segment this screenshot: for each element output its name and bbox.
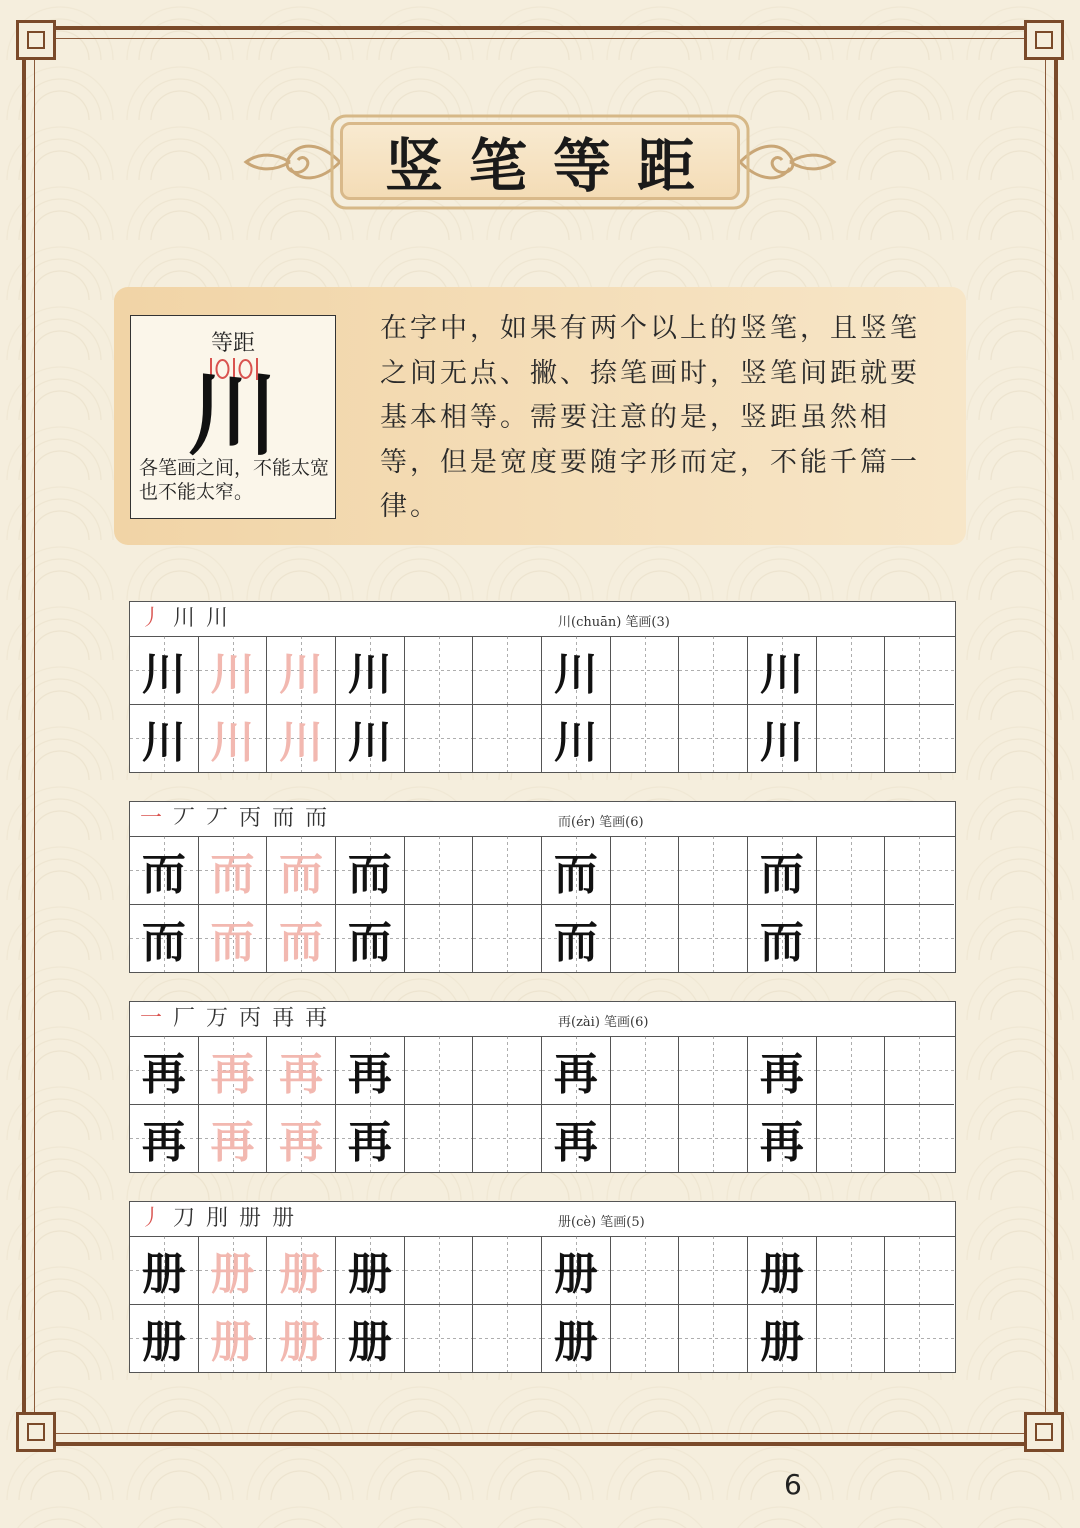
sample-cell [748,636,817,704]
stroke-order [140,804,329,834]
sample-glyph: 册 [553,1317,598,1368]
trace-cell [267,704,336,772]
trace-glyph: 册 [210,1249,255,1300]
sample-cell [336,1104,405,1172]
blank-cell[interactable] [885,704,954,772]
blank-cell[interactable] [473,1104,542,1172]
trace-glyph: 再 [210,1117,255,1168]
practice-sheet [129,601,956,773]
page-title: 竖笔等距 [384,132,721,200]
trace-cell [267,1104,336,1172]
trace-glyph: 再 [279,1117,324,1168]
stroke-step: 一 [140,1006,165,1031]
corner-ornament [16,1412,56,1452]
trace-glyph: 册 [210,1317,255,1368]
example-card [130,315,336,519]
sample-glyph: 而 [553,917,598,968]
blank-cell[interactable] [473,1036,542,1104]
sample-cell [130,904,199,972]
blank-cell[interactable] [885,836,954,904]
trace-cell [199,1104,268,1172]
sample-glyph: 再 [141,1117,186,1168]
sample-cell [336,1304,405,1372]
trace-cell [199,904,268,972]
page-number: 6 [784,1468,802,1501]
trace-glyph: 而 [279,917,324,968]
sample-cell [336,636,405,704]
stroke-step: 厂 [173,1006,198,1031]
sample-cell [130,704,199,772]
sample-cell [542,636,611,704]
blank-cell[interactable] [885,1036,954,1104]
blank-cell[interactable] [679,904,748,972]
blank-cell[interactable] [817,836,886,904]
blank-cell[interactable] [817,636,886,704]
sample-glyph: 而 [759,849,804,900]
stroke-step: 一 [140,806,165,831]
corner-ornament [1024,20,1064,60]
blank-cell[interactable] [679,704,748,772]
sample-glyph: 川 [553,649,598,700]
sample-cell [748,836,817,904]
sample-glyph: 册 [553,1249,598,1300]
sample-cell [130,1304,199,1372]
blank-cell[interactable] [611,704,680,772]
blank-cell[interactable] [611,836,680,904]
description-text: 在字中，如果有两个以上的竖笔，且竖笔之间无点、撇、捺笔画时，竖笔间距就要基本相等。需要注意的是，竖距虽然相等，但是宽度要随字形而定，不能千篇一律。 [380,313,920,522]
trace-glyph: 而 [210,917,255,968]
sheet-header [130,1002,955,1037]
trace-cell [199,1236,268,1304]
sample-glyph: 川 [553,717,598,768]
sample-cell [748,1036,817,1104]
stroke-step: 丙 [239,1006,264,1031]
writing-grid [130,1236,954,1372]
sample-cell [130,636,199,704]
sample-glyph: 再 [347,1117,392,1168]
blank-cell[interactable] [473,636,542,704]
sample-glyph: 册 [347,1249,392,1300]
stroke-step: 而 [305,806,330,831]
stroke-step: 册 [272,1206,297,1231]
stroke-step: 刖 [206,1206,231,1231]
sample-cell [542,904,611,972]
stroke-step: 册 [239,1206,264,1231]
sheet-info: 册(cè) 笔画(5) [558,1215,645,1230]
trace-glyph: 川 [210,649,255,700]
blank-cell[interactable] [679,636,748,704]
sample-cell [336,836,405,904]
blank-cell[interactable] [679,1236,748,1304]
title-box [340,122,740,200]
sample-glyph: 而 [553,849,598,900]
trace-glyph: 川 [210,717,255,768]
blank-cell[interactable] [817,1236,886,1304]
practice-sheet [129,801,956,973]
sheet-info: 再(zài) 笔画(6) [558,1015,649,1030]
row-divider [130,904,954,905]
sheet-info: 而(ér) 笔画(6) [558,815,644,830]
trace-glyph: 册 [279,1317,324,1368]
sample-glyph: 而 [141,917,186,968]
sample-cell [336,704,405,772]
stroke-order [140,1204,296,1234]
sample-cell [542,836,611,904]
blank-cell[interactable] [405,1104,474,1172]
sheet-header [130,602,955,637]
sample-glyph: 而 [141,849,186,900]
blank-cell[interactable] [405,836,474,904]
blank-cell[interactable] [611,1236,680,1304]
blank-cell[interactable] [405,1036,474,1104]
sample-cell [748,704,817,772]
sample-glyph: 川 [759,649,804,700]
sample-glyph: 册 [141,1317,186,1368]
stroke-step: 川 [206,606,231,631]
blank-cell[interactable] [473,904,542,972]
blank-cell[interactable] [679,1304,748,1372]
blank-cell[interactable] [885,636,954,704]
sample-glyph: 再 [759,1049,804,1100]
sheet-info: 川(chuān) 笔画(3) [558,615,670,630]
stroke-step: 再 [305,1006,330,1031]
sheet-header [130,1202,955,1237]
sample-cell [130,1104,199,1172]
trace-cell [267,1304,336,1372]
stroke-step: 丿 [140,1206,165,1231]
trace-cell [267,636,336,704]
stroke-step: 万 [206,1006,231,1031]
example-note: 各笔画之间，不能太宽也不能太窄。 [139,457,330,503]
sheet-header [130,802,955,837]
blank-cell[interactable] [611,1036,680,1104]
trace-glyph: 川 [279,649,324,700]
sample-cell [542,1304,611,1372]
example-char: 川 [188,362,278,468]
sample-glyph: 而 [347,849,392,900]
blank-cell[interactable] [817,1104,886,1172]
title-banner [240,112,840,212]
sample-cell [748,1236,817,1304]
stroke-step: 丙 [239,806,264,831]
blank-cell[interactable] [405,1304,474,1372]
stroke-order [140,604,230,634]
sample-cell [542,1036,611,1104]
blank-cell[interactable] [611,636,680,704]
sample-glyph: 川 [347,717,392,768]
sample-cell [748,1104,817,1172]
intro-panel [114,287,966,545]
row-divider [130,1304,954,1305]
sample-cell [542,1104,611,1172]
sample-glyph: 再 [553,1117,598,1168]
corner-ornament [1024,1412,1064,1452]
row-divider [130,1104,954,1105]
blank-cell[interactable] [405,904,474,972]
stroke-step: 川 [173,606,198,631]
stroke-step: 丆 [173,806,198,831]
trace-glyph: 而 [210,849,255,900]
sample-glyph: 川 [141,717,186,768]
trace-glyph: 再 [210,1049,255,1100]
writing-grid [130,1036,954,1172]
sample-cell [336,1036,405,1104]
blank-cell[interactable] [405,1236,474,1304]
sample-glyph: 川 [347,649,392,700]
sample-glyph: 而 [759,917,804,968]
row-divider [130,704,954,705]
sample-cell [130,1036,199,1104]
sample-cell [336,1236,405,1304]
trace-glyph: 册 [279,1249,324,1300]
trace-cell [267,1236,336,1304]
trace-glyph: 川 [279,717,324,768]
blank-cell[interactable] [679,836,748,904]
stroke-order [140,1004,329,1034]
blank-cell[interactable] [885,1304,954,1372]
writing-grid [130,636,954,772]
sample-glyph: 川 [141,649,186,700]
blank-cell[interactable] [611,1104,680,1172]
blank-cell[interactable] [679,1104,748,1172]
stroke-step: 丿 [140,606,165,631]
trace-cell [267,836,336,904]
blank-cell[interactable] [817,1304,886,1372]
example-label: 等距 [210,331,255,356]
blank-cell[interactable] [473,1304,542,1372]
sample-glyph: 册 [347,1317,392,1368]
blank-cell[interactable] [405,636,474,704]
blank-cell[interactable] [885,1236,954,1304]
trace-glyph: 再 [279,1049,324,1100]
blank-cell[interactable] [679,1036,748,1104]
sample-glyph: 川 [759,717,804,768]
blank-cell[interactable] [611,904,680,972]
blank-cell[interactable] [473,1236,542,1304]
sample-cell [130,836,199,904]
trace-cell [267,904,336,972]
trace-cell [267,1036,336,1104]
sample-cell [336,904,405,972]
blank-cell[interactable] [817,1036,886,1104]
trace-cell [199,1036,268,1104]
blank-cell[interactable] [885,904,954,972]
sample-glyph: 再 [347,1049,392,1100]
sample-glyph: 而 [347,917,392,968]
sample-glyph: 再 [141,1049,186,1100]
stroke-step: 刀 [173,1206,198,1231]
sample-glyph: 册 [759,1317,804,1368]
blank-cell[interactable] [473,836,542,904]
blank-cell[interactable] [473,704,542,772]
stroke-step: 再 [272,1006,297,1031]
practice-sheet [129,1201,956,1373]
blank-cell[interactable] [817,904,886,972]
sample-glyph: 再 [553,1049,598,1100]
corner-ornament [16,20,56,60]
trace-cell [199,636,268,704]
sample-cell [748,904,817,972]
blank-cell[interactable] [611,1304,680,1372]
sample-cell [542,1236,611,1304]
trace-glyph: 而 [279,849,324,900]
trace-cell [199,1304,268,1372]
stroke-step: 而 [272,806,297,831]
writing-grid [130,836,954,972]
practice-sheet [129,1001,956,1173]
sample-glyph: 再 [759,1117,804,1168]
blank-cell[interactable] [405,704,474,772]
trace-cell [199,836,268,904]
blank-cell[interactable] [817,704,886,772]
blank-cell[interactable] [885,1104,954,1172]
sample-glyph: 册 [141,1249,186,1300]
sample-cell [748,1304,817,1372]
sample-glyph: 册 [759,1249,804,1300]
stroke-step: 丆 [206,806,231,831]
sample-cell [130,1236,199,1304]
trace-cell [199,704,268,772]
sample-cell [542,704,611,772]
